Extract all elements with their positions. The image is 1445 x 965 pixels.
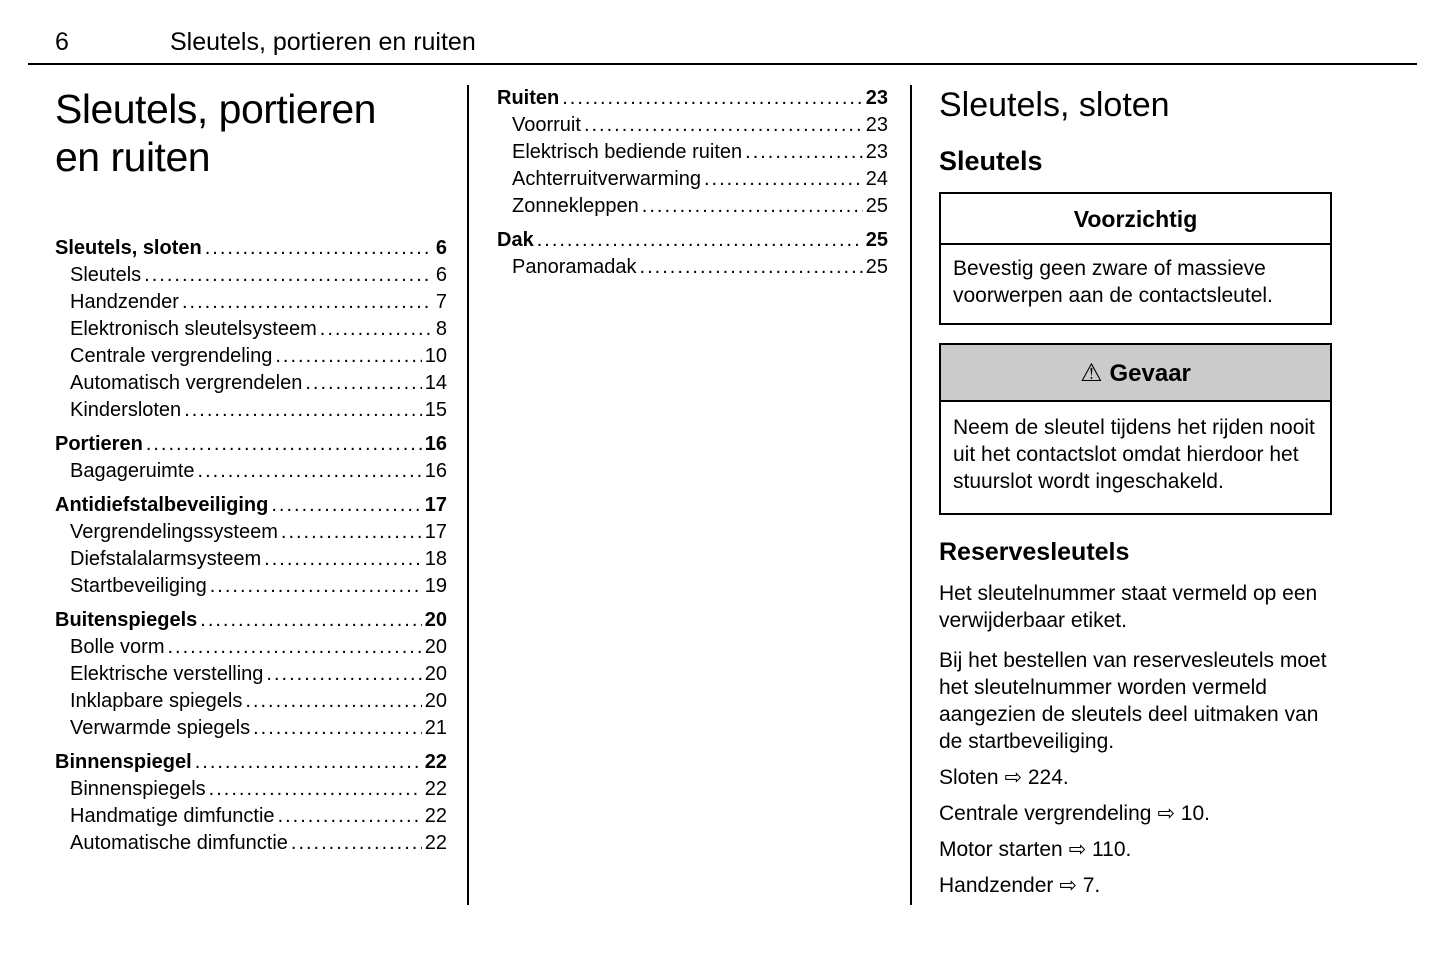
page-number: 6 <box>55 28 69 56</box>
toc-entry-page: 22 <box>424 778 447 800</box>
toc-dot-leader <box>184 397 422 424</box>
toc-entry-page: 23 <box>865 114 888 136</box>
cross-reference <box>939 800 1332 827</box>
toc-entry <box>55 688 447 715</box>
toc-entry <box>55 830 447 857</box>
toc-dot-leader <box>144 262 433 289</box>
toc-dot-leader <box>198 458 422 485</box>
toc-entry <box>55 749 447 776</box>
table-of-contents-left <box>55 235 447 857</box>
toc-entry-label: Automatische dimfunctie <box>70 832 288 854</box>
toc-dot-leader <box>200 607 421 634</box>
toc-dot-leader <box>305 370 421 397</box>
toc-entry <box>55 316 447 343</box>
toc-entry <box>497 139 888 166</box>
toc-entry-page: 20 <box>424 636 447 658</box>
column-left <box>55 85 447 857</box>
cross-reference-page: 10. <box>1180 802 1210 825</box>
toc-entry <box>55 715 447 742</box>
toc-entry-page: 23 <box>865 87 888 109</box>
warning-triangle-icon: ⚠ <box>1080 358 1103 387</box>
toc-entry <box>497 193 888 220</box>
toc-entry <box>55 458 447 485</box>
toc-dot-leader <box>275 343 421 370</box>
toc-entry-page: 17 <box>424 521 447 543</box>
cross-reference-label: Motor starten <box>939 838 1063 861</box>
toc-entry <box>55 431 447 458</box>
toc-entry-page: 6 <box>435 264 447 286</box>
toc-dot-leader <box>209 776 422 803</box>
toc-entry-page: 18 <box>424 548 447 570</box>
toc-entry-page: 16 <box>424 460 447 482</box>
toc-entry-page: 20 <box>424 690 447 712</box>
section-title: Sleutels, sloten <box>939 86 1170 124</box>
toc-entry <box>55 546 447 573</box>
toc-entry-label: Achterruitverwarming <box>512 168 701 190</box>
toc-entry-page: 14 <box>424 372 447 394</box>
cross-reference <box>939 764 1332 791</box>
toc-entry-label: Binnenspiegel <box>55 751 192 773</box>
toc-entry-label: Dak <box>497 229 534 251</box>
page-reference-arrow-icon: ⇨ <box>1004 765 1022 789</box>
toc-entry-label: Diefstalalarmsysteem <box>70 548 262 570</box>
toc-entry <box>55 492 447 519</box>
toc-entry-label: Bagageruimte <box>70 460 195 482</box>
toc-entry-label: Zonnekleppen <box>512 195 639 217</box>
toc-entry-label: Elektrisch bediende ruiten <box>512 141 743 163</box>
toc-entry <box>497 166 888 193</box>
toc-entry <box>497 227 888 254</box>
toc-entry <box>55 289 447 316</box>
toc-entry-label: Kindersloten <box>70 399 182 421</box>
toc-entry-label: Startbeveiliging <box>70 575 207 597</box>
chapter-title-line1: Sleutels, portieren <box>55 86 376 132</box>
cross-reference <box>939 872 1332 899</box>
subsection-title: Sleutels <box>939 146 1043 176</box>
toc-entry-label: Elektronisch sleutelsysteem <box>70 318 317 340</box>
caution-box <box>939 192 1332 325</box>
toc-entry-label: Handzender <box>70 291 179 313</box>
toc-entry <box>55 262 447 289</box>
toc-dot-leader <box>210 573 422 600</box>
toc-dot-leader <box>291 830 422 857</box>
toc-entry <box>55 370 447 397</box>
cross-reference-label: Centrale vergrendeling <box>939 802 1152 825</box>
caution-box-body: Bevestig geen zware of massieve voorwerpen aan de contactsleutel. <box>953 257 1273 307</box>
toc-entry <box>497 85 888 112</box>
running-header-title: Sleutels, portieren en ruiten <box>170 28 476 56</box>
toc-entry-label: Vergrendelingssysteem <box>70 521 278 543</box>
toc-entry-page: 7 <box>435 291 447 313</box>
toc-dot-leader <box>704 166 863 193</box>
toc-dot-leader <box>271 492 421 519</box>
toc-dot-leader <box>584 112 863 139</box>
reservesleutels-title: Reservesleutels <box>939 538 1130 566</box>
toc-dot-leader <box>253 715 422 742</box>
cross-reference-page: 224. <box>1027 766 1069 789</box>
toc-entry-page: 8 <box>435 318 447 340</box>
toc-entry-page: 22 <box>424 805 447 827</box>
toc-entry-label: Ruiten <box>497 87 560 109</box>
toc-entry <box>55 661 447 688</box>
toc-dot-leader <box>266 661 421 688</box>
cross-reference-label: Handzender <box>939 874 1054 897</box>
toc-entry <box>55 803 447 830</box>
toc-entry-label: Elektrische verstelling <box>70 663 264 685</box>
column-divider <box>910 85 912 905</box>
toc-entry-label: Automatisch vergrendelen <box>70 372 303 394</box>
toc-entry-page: 15 <box>424 399 447 421</box>
toc-entry-page: 20 <box>424 609 447 631</box>
toc-entry-page: 25 <box>865 195 888 217</box>
toc-entry <box>55 235 447 262</box>
toc-entry <box>55 776 447 803</box>
toc-dot-leader <box>264 546 422 573</box>
toc-entry-label: Bolle vorm <box>70 636 165 658</box>
page-reference-arrow-icon: ⇨ <box>1059 873 1077 897</box>
toc-dot-leader <box>278 803 422 830</box>
chapter-title <box>55 85 447 181</box>
toc-entry-label: Handmatige dimfunctie <box>70 805 275 827</box>
toc-entry-label: Centrale vergrendeling <box>70 345 273 367</box>
toc-entry <box>55 343 447 370</box>
toc-entry <box>55 607 447 634</box>
toc-entry-label: Sleutels <box>70 264 142 286</box>
toc-entry <box>497 112 888 139</box>
toc-dot-leader <box>245 688 421 715</box>
toc-entry-page: 23 <box>865 141 888 163</box>
cross-reference <box>939 836 1332 863</box>
toc-entry <box>55 573 447 600</box>
paragraph: Bij het bestellen van reservesleutels moet het sleutelnummer worden vermeld aangezien de sleutels deel uitmaken van de startbeveiliging. <box>939 649 1327 753</box>
toc-dot-leader <box>640 254 863 281</box>
danger-title-text: Gevaar <box>1109 360 1191 387</box>
toc-entry-label: Sleutels, sloten <box>55 237 202 259</box>
toc-entry-page: 19 <box>424 575 447 597</box>
toc-dot-leader <box>745 139 863 166</box>
toc-dot-leader <box>642 193 863 220</box>
toc-entry-page: 22 <box>424 751 447 773</box>
cross-reference-label: Sloten <box>939 766 999 789</box>
page-header <box>0 0 1445 63</box>
toc-dot-leader <box>182 289 433 316</box>
toc-entry-label: Panoramadak <box>512 256 637 278</box>
toc-entry-page: 17 <box>424 494 447 516</box>
toc-dot-leader <box>167 634 421 661</box>
cross-reference-page: 7. <box>1082 874 1101 897</box>
chapter-title-line2: en ruiten <box>55 134 211 180</box>
toc-dot-leader <box>562 85 863 112</box>
toc-entry-page: 25 <box>865 229 888 251</box>
column-divider <box>467 85 469 905</box>
toc-entry <box>497 254 888 281</box>
toc-entry-label: Buitenspiegels <box>55 609 198 631</box>
toc-entry-page: 20 <box>424 663 447 685</box>
table-of-contents-middle <box>497 85 888 281</box>
toc-entry-label: Voorruit <box>512 114 581 136</box>
toc-entry-page: 16 <box>424 433 447 455</box>
toc-entry-page: 25 <box>865 256 888 278</box>
toc-entry <box>55 634 447 661</box>
page-reference-arrow-icon: ⇨ <box>1068 837 1087 861</box>
toc-dot-leader <box>205 235 433 262</box>
toc-entry-page: 6 <box>435 237 447 259</box>
toc-dot-leader <box>537 227 863 254</box>
toc-dot-leader <box>195 749 422 776</box>
toc-entry-page: 10 <box>424 345 447 367</box>
caution-box-title: Voorzichtig <box>941 194 1330 245</box>
toc-dot-leader <box>281 519 422 546</box>
page-content <box>0 65 1445 905</box>
toc-entry-page: 24 <box>865 168 888 190</box>
page-reference-arrow-icon: ⇨ <box>1157 801 1175 825</box>
toc-entry-page: 22 <box>424 832 447 854</box>
toc-dot-leader <box>146 431 422 458</box>
toc-entry-label: Inklapbare spiegels <box>70 690 243 712</box>
toc-entry-label: Antidiefstalbeveiliging <box>55 494 269 516</box>
toc-entry <box>55 397 447 424</box>
toc-entry-label: Verwarmde spiegels <box>70 717 251 739</box>
danger-box <box>939 343 1332 515</box>
cross-reference-page: 110. <box>1092 838 1132 861</box>
column-middle <box>497 85 888 281</box>
danger-box-body: Neem de sleutel tijdens het rijden nooit uit het contactslot omdat hierdoor het stuurslot wordt ingeschakeld. <box>953 416 1315 493</box>
danger-box-title <box>941 345 1330 402</box>
paragraph: Het sleutelnummer staat vermeld op een verwijderbaar etiket. <box>939 582 1318 632</box>
toc-entry-label: Binnenspiegels <box>70 778 206 800</box>
toc-entry-page: 21 <box>424 717 447 739</box>
toc-entry-label: Portieren <box>55 433 143 455</box>
toc-dot-leader <box>320 316 433 343</box>
toc-entry <box>55 519 447 546</box>
column-right <box>939 85 1332 899</box>
